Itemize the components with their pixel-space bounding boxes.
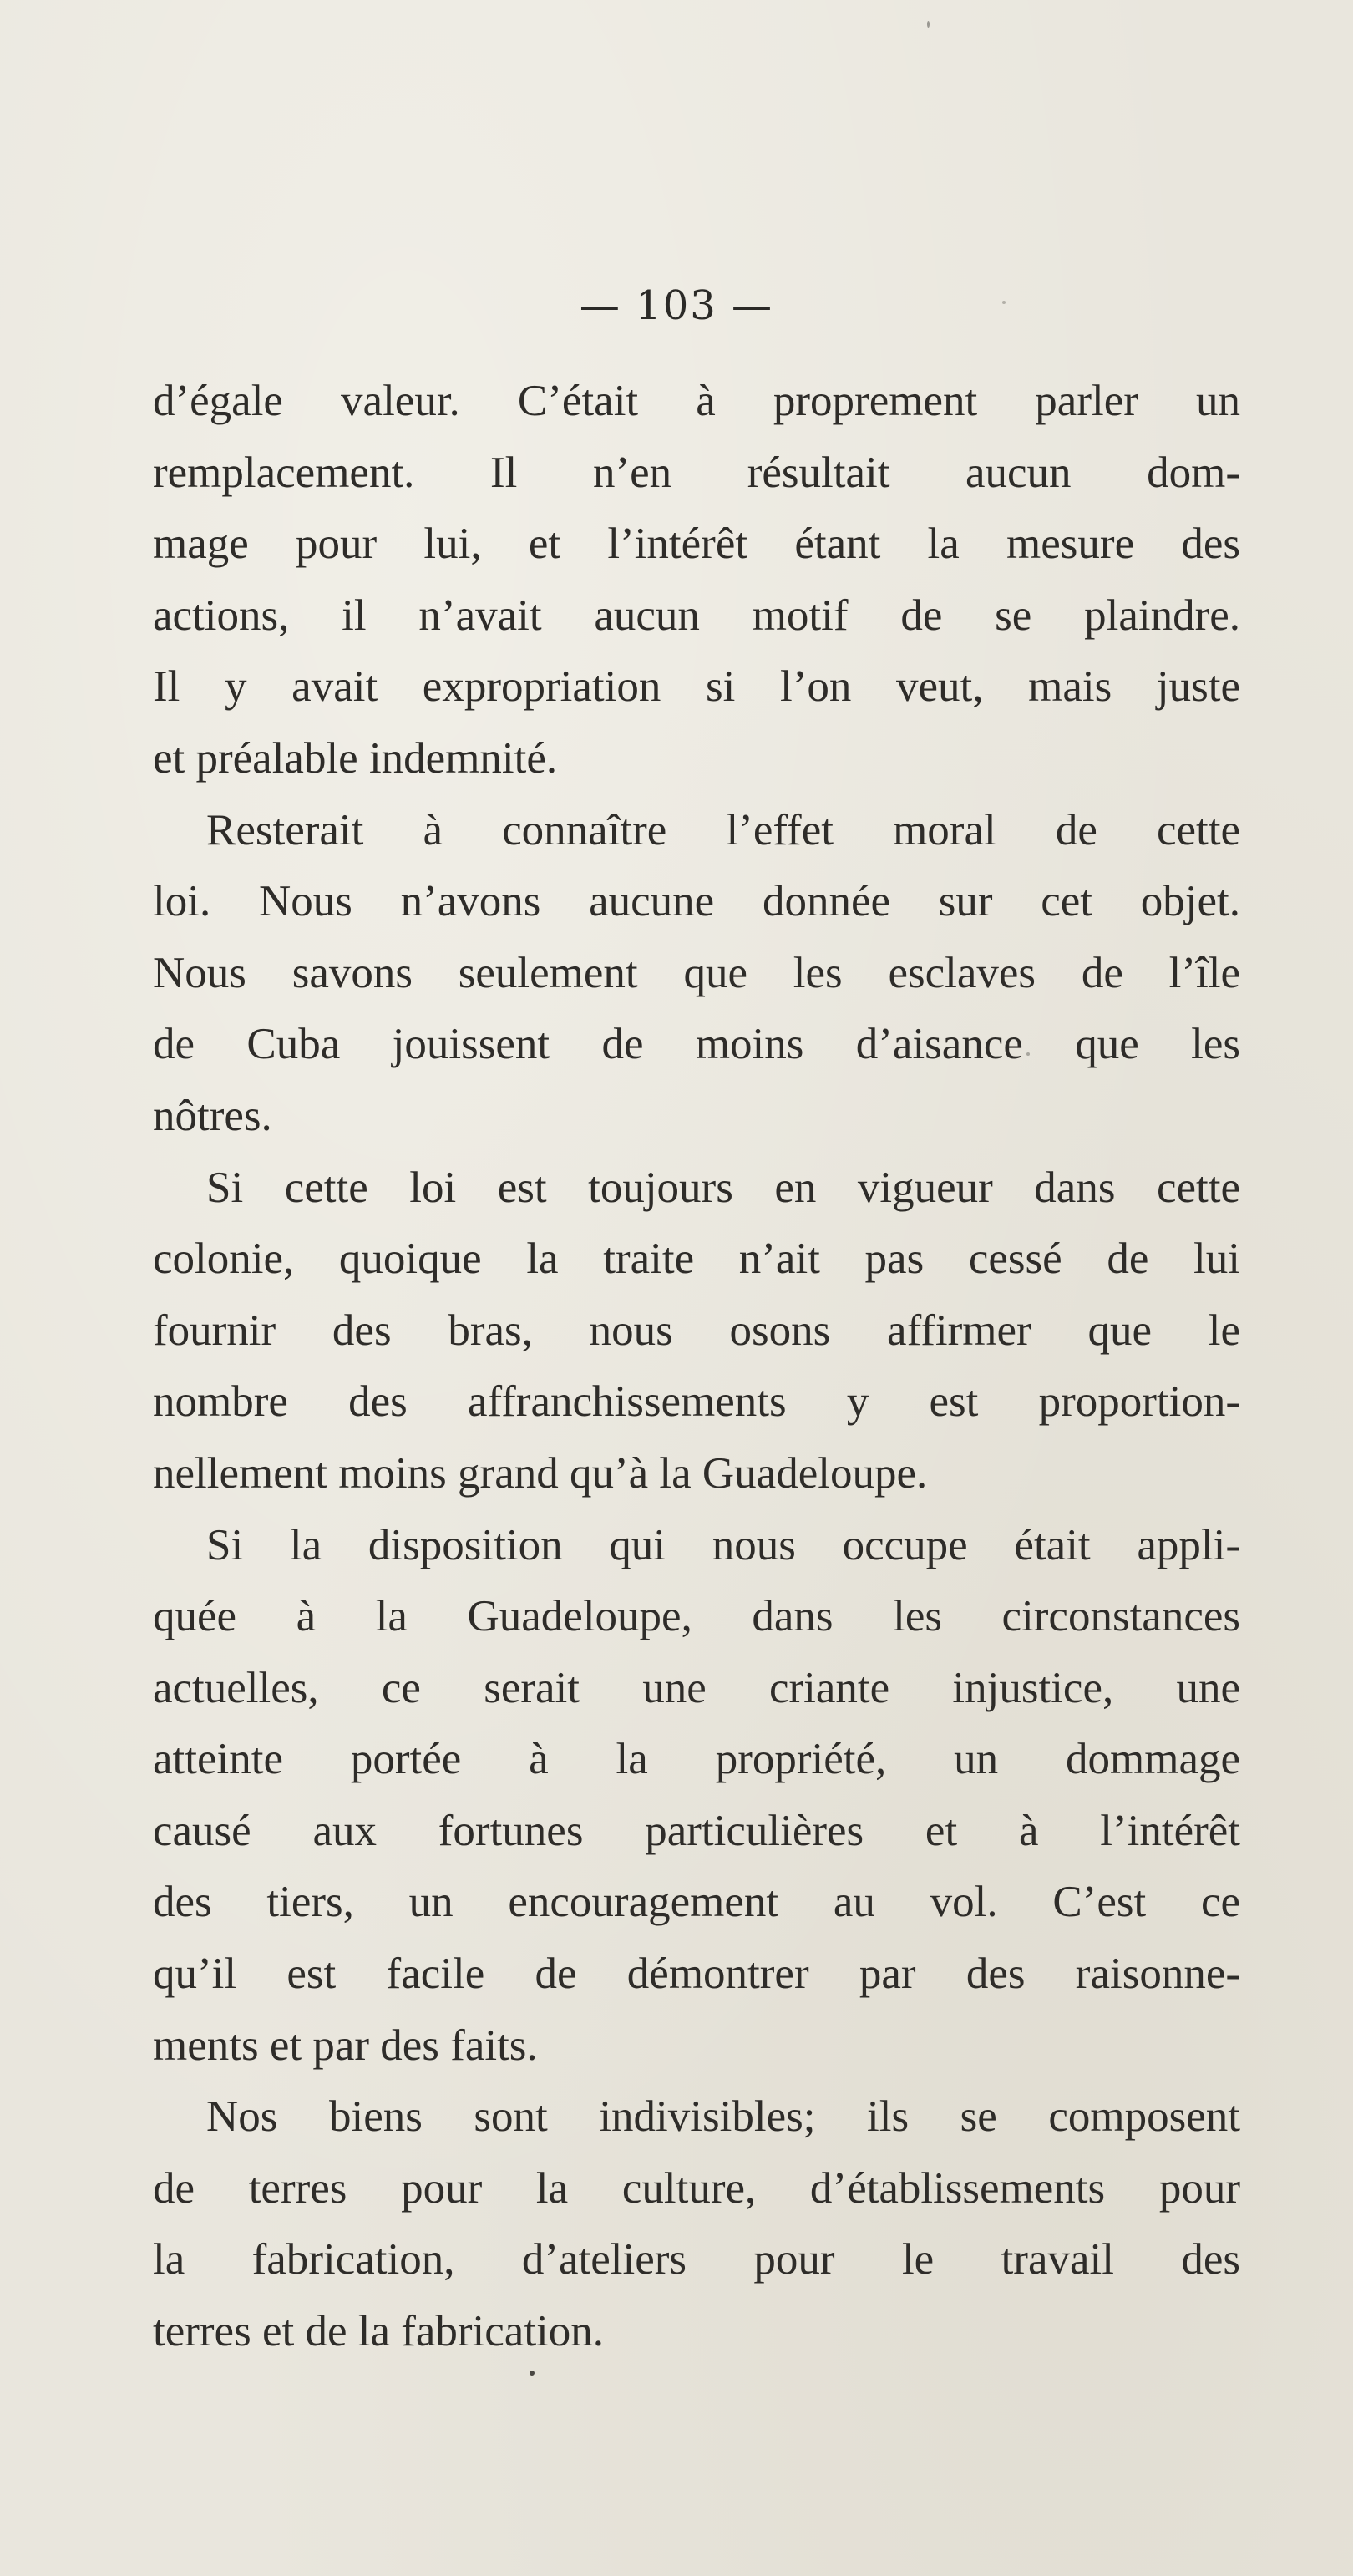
text-line: d’égale valeur. C’était à proprement parler un	[153, 377, 1240, 425]
text-line: Resterait à connaître l’effet moral de cette	[206, 805, 1240, 854]
text-line: de terres pour la culture, d’établissements pour	[153, 2163, 1240, 2213]
text-line: loi. Nous n’avons aucune donnée sur cet objet.	[153, 877, 1240, 926]
paragraph-1	[153, 366, 1240, 795]
text-line: Si la disposition qui nous occupe était appli-	[206, 1520, 1240, 1569]
text-line: mage pour lui, et l’intérêt étant la mesure des	[153, 520, 1240, 569]
paragraph-4	[153, 1510, 1240, 2082]
ink-speck	[927, 21, 930, 28]
text-line: Nous savons seulement que les esclaves de l’île	[153, 948, 1240, 997]
text-line: Nos biens sont indivisibles; ils se composent	[206, 2092, 1240, 2142]
text-line: et préalable indemnité.	[153, 733, 558, 783]
text-line: nellement moins grand qu’à la Guadeloupe.	[153, 1448, 928, 1498]
body-text	[153, 366, 1240, 2368]
text-line: actions, il n’avait aucun motif de se plaindre.	[153, 591, 1240, 640]
text-line: Si cette loi est toujours en vigueur dans cette	[206, 1163, 1240, 1212]
paragraph-5	[153, 2082, 1240, 2367]
ink-speck	[1002, 301, 1006, 304]
text-line: qu’il est facile de démontrer par des raisonne-	[153, 1950, 1240, 1999]
text-line: colonie, quoique la traite n’ait pas cessé de lui	[153, 1235, 1240, 1284]
text-line: causé aux fortunes particulières et à l’intérêt	[153, 1806, 1240, 1855]
text-line: fournir des bras, nous osons affirmer que le	[153, 1306, 1240, 1355]
text-line: nôtres.	[153, 1091, 272, 1140]
text-line: nombre des affranchissements y est proportion-	[153, 1377, 1240, 1427]
text-line: atteinte portée à la propriété, un dommage	[153, 1735, 1240, 1784]
text-line: terres et de la fabrication.	[153, 2307, 605, 2356]
text-line: de Cuba jouissent de moins d’aisance que les	[153, 1020, 1240, 1069]
text-line: des tiers, un encouragement au vol. C’est ce	[153, 1878, 1240, 1927]
text-line: remplacement. Il n’en résultait aucun dom-	[153, 448, 1240, 497]
text-line: actuelles, ce serait une criante injustice, une	[153, 1663, 1240, 1712]
text-line: la fabrication, d’ateliers pour le travail des	[153, 2235, 1240, 2284]
text-line: Il y avait expropriation si l’on veut, mais juste	[153, 662, 1240, 712]
page-number: — 103 —	[579, 282, 774, 329]
text-line: ments et par des faits.	[153, 2021, 538, 2070]
paragraph-3	[153, 1153, 1240, 1510]
ink-speck	[1026, 1052, 1030, 1056]
ink-speck	[530, 2371, 535, 2376]
text-line: quée à la Guadeloupe, dans les circonstances	[153, 1592, 1240, 1641]
paragraph-2	[153, 795, 1240, 1153]
